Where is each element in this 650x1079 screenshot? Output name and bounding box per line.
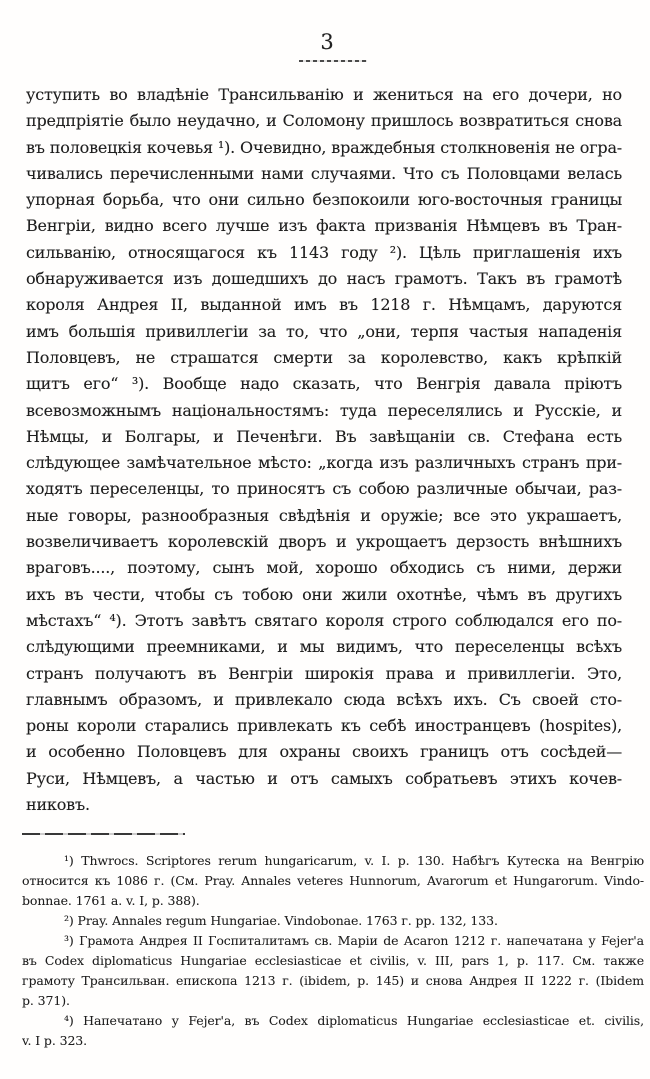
text-line: Половцевъ, не страшатся смерти за королевство, какъ крѣпкій bbox=[26, 347, 622, 367]
footnote-line: въ Codex diplomaticus Hungariae ecclesiasticae et civilis, v. III, pars 1, p. 117. См. также bbox=[22, 953, 644, 968]
footnote-line: v. I p. 323. bbox=[22, 1033, 88, 1048]
footnote-line: ³) Грамота Андрея II Госпиталитамъ св. Маріи de Acaron 1212 г. напечатана у Fejer'a bbox=[64, 933, 644, 948]
text-line: всевозможнымъ національностямъ: туда переселялись и Русскіе, и bbox=[26, 400, 622, 420]
text-line: и особенно Половцевъ для охраны своихъ границъ отъ сосѣдей— bbox=[26, 742, 622, 762]
text-line: враговъ...., поэтому, сынъ мой, хорошо обходись съ ними, держи bbox=[26, 558, 622, 578]
text-line: щитъ его“ ³). Вообще надо сказать, что Венгрія давала пріютъ bbox=[26, 374, 622, 394]
footnote-line: p. 371). bbox=[22, 993, 70, 1008]
text-line: уступить во владѣніе Трансильванію и жениться на его дочери, но bbox=[26, 85, 622, 104]
text-line: предпріятіе было неудачно, и Соломону пришлось возвратиться снова bbox=[26, 111, 622, 131]
text-line: Нѣмцы, и Болгары, и Печенѣги. Въ завѣщаніи св. Стефана есть bbox=[26, 426, 622, 446]
text-line: Венгріи, видно всего лучше изъ факта призванія Нѣмцевъ въ Тран- bbox=[26, 216, 622, 236]
text-line: чивались перечисленными нами случаями. Что съ Половцами велась bbox=[26, 163, 622, 183]
footnote-separator bbox=[22, 833, 185, 835]
text-line: слѣдующими преемниками, и мы видимъ, что переселенцы всѣхъ bbox=[26, 637, 622, 657]
text-line: обнаруживается изъ дошедшихъ до насъ грамотъ. Такъ въ грамотѣ bbox=[26, 269, 622, 289]
text-line: мѣстахъ“ ⁴). Этотъ завѣтъ святаго короля строго соблюдался его по- bbox=[26, 610, 622, 630]
text-line: ихъ въ чести, чтобы съ тобою они жили охотнѣе, чѣмъ въ другихъ bbox=[26, 584, 622, 604]
footnote-line: ⁴) Напечатано у Fejer'a, въ Codex diplomaticus Hungariae ecclesiasticae et. civilis, bbox=[64, 1013, 644, 1028]
text-line: въ половецкія кочевья ¹). Очевидно, враждебныя столкновенія не огра- bbox=[26, 137, 622, 157]
text-line: никовъ. bbox=[26, 795, 90, 815]
text-line: возвеличиваетъ королевскій дворъ и укрощаетъ дерзость внѣшнихъ bbox=[26, 532, 622, 552]
page-number: 3 bbox=[320, 30, 334, 54]
footnote-line: ¹) Thwrocs. Scriptores rerum hungaricarum, v. I. p. 130. Набѣгъ Кутеска на Венгрію bbox=[64, 853, 644, 868]
footnotes-block bbox=[22, 851, 644, 1051]
text-line: короля Андрея II, выданной имъ въ 1218 г. Нѣмцамъ, даруются bbox=[26, 295, 622, 315]
text-line: ные говоры, разнообразныя свѣдѣнія и оружіе; все это украшаетъ, bbox=[26, 505, 622, 525]
footnote-line: относится къ 1086 г. (См. Pray. Annales veteres Hunnorum, Avarorum et Hungarorum. Vindo- bbox=[22, 873, 644, 888]
footnote-line: ²) Pray. Annales regum Hungariae. Vindobonae. 1763 г. pp. 132, 133. bbox=[64, 913, 498, 928]
text-line: имъ большія привиллегіи за то, что „они, терпя частыя нападенія bbox=[26, 321, 622, 341]
main-text-block bbox=[26, 82, 622, 818]
footnote-line: грамоту Трансильван. епископа 1213 г. (ibidem, p. 145) и снова Андрея II 1222 г. (Ibidem bbox=[22, 973, 644, 988]
text-line: слѣдующее замѣчательное мѣсто: „когда изъ различныхъ странъ при- bbox=[26, 453, 622, 473]
page-number-rule bbox=[299, 60, 367, 62]
text-line: Руси, Нѣмцевъ, а частью и отъ самыхъ собратьевъ этихъ кочев- bbox=[26, 768, 622, 788]
text-line: главнымъ образомъ, и привлекало сюда всѣхъ ихъ. Съ своей сто- bbox=[26, 689, 622, 709]
text-line: ходятъ переселенцы, то приносятъ съ собою различные обычаи, раз- bbox=[26, 479, 622, 499]
text-line: упорная борьба, что они сильно безпокоили юго-восточныя границы bbox=[26, 190, 622, 210]
footnote-line: bonnae. 1761 a. v. I, p. 388). bbox=[22, 893, 200, 908]
text-line: сильванію, относящагося къ 1143 году ²). Цѣль приглашенія ихъ bbox=[26, 242, 622, 262]
text-line: роны короли старались привлекать къ себѣ иностранцевъ (hospites), bbox=[26, 716, 622, 736]
text-line: странъ получаютъ въ Венгріи широкія права и привиллегіи. Это, bbox=[26, 663, 622, 683]
